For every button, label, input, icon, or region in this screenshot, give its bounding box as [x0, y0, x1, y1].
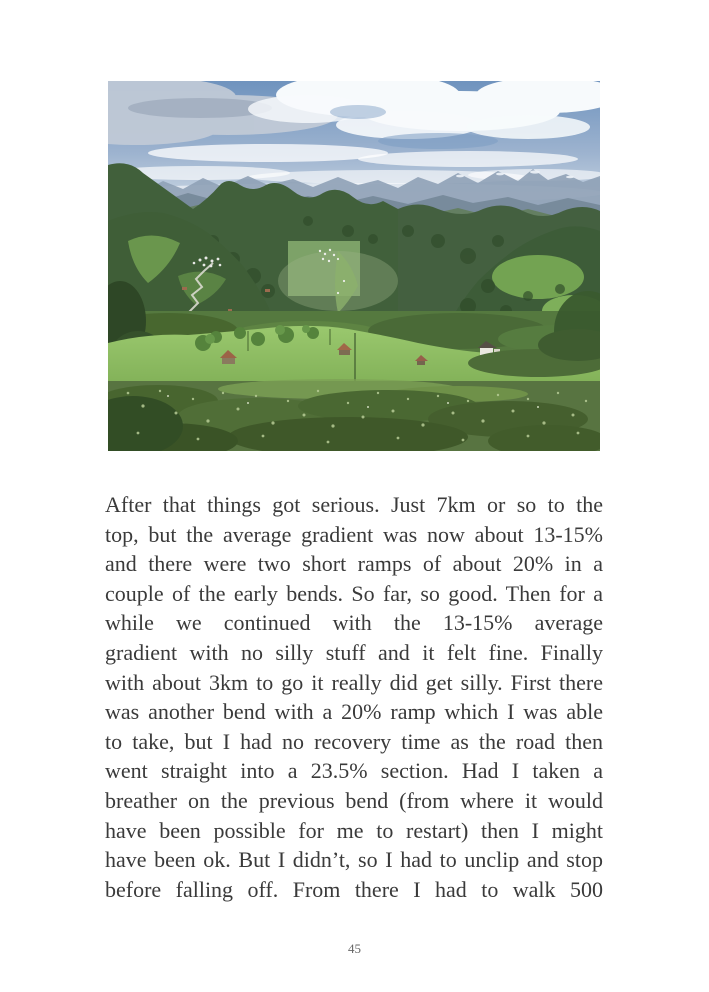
text-line: to take, but I had no recovery time as the road then: [105, 728, 603, 754]
text-line: gradient with no silly stuff and it felt fine. Finally: [105, 639, 603, 665]
text-line: couple of the early bends. So far, so good. Then for a: [105, 580, 603, 606]
text-line: while we continued with the 13-15% average: [105, 610, 603, 636]
text-line: was another bend with a 20% ramp which I was able: [105, 699, 603, 725]
page-number: 45: [348, 941, 361, 956]
valley-photo-illustration: [108, 81, 600, 451]
text-line: have been ok. But I didn’t, so I had to unclip and stop: [105, 847, 603, 873]
text-line: have been possible for me to restart) then I might: [105, 817, 603, 843]
text-line: top, but the average gradient was now about 13-15%: [105, 521, 603, 547]
text-line: After that things got serious. Just 7km or so to the: [105, 492, 603, 517]
text-line: and there were two short ramps of about 20% in a: [105, 551, 603, 577]
text-line: before falling off. From there I had to walk 500: [105, 876, 603, 902]
paragraph: [105, 490, 603, 904]
text-line: went straight into a 23.5% section. Had I taken a: [105, 758, 603, 784]
text-line: breather on the previous bend (from where it would: [105, 787, 603, 813]
text-line: with about 3km to go it really did get silly. First there: [105, 669, 603, 695]
valley-photo: [108, 81, 600, 451]
